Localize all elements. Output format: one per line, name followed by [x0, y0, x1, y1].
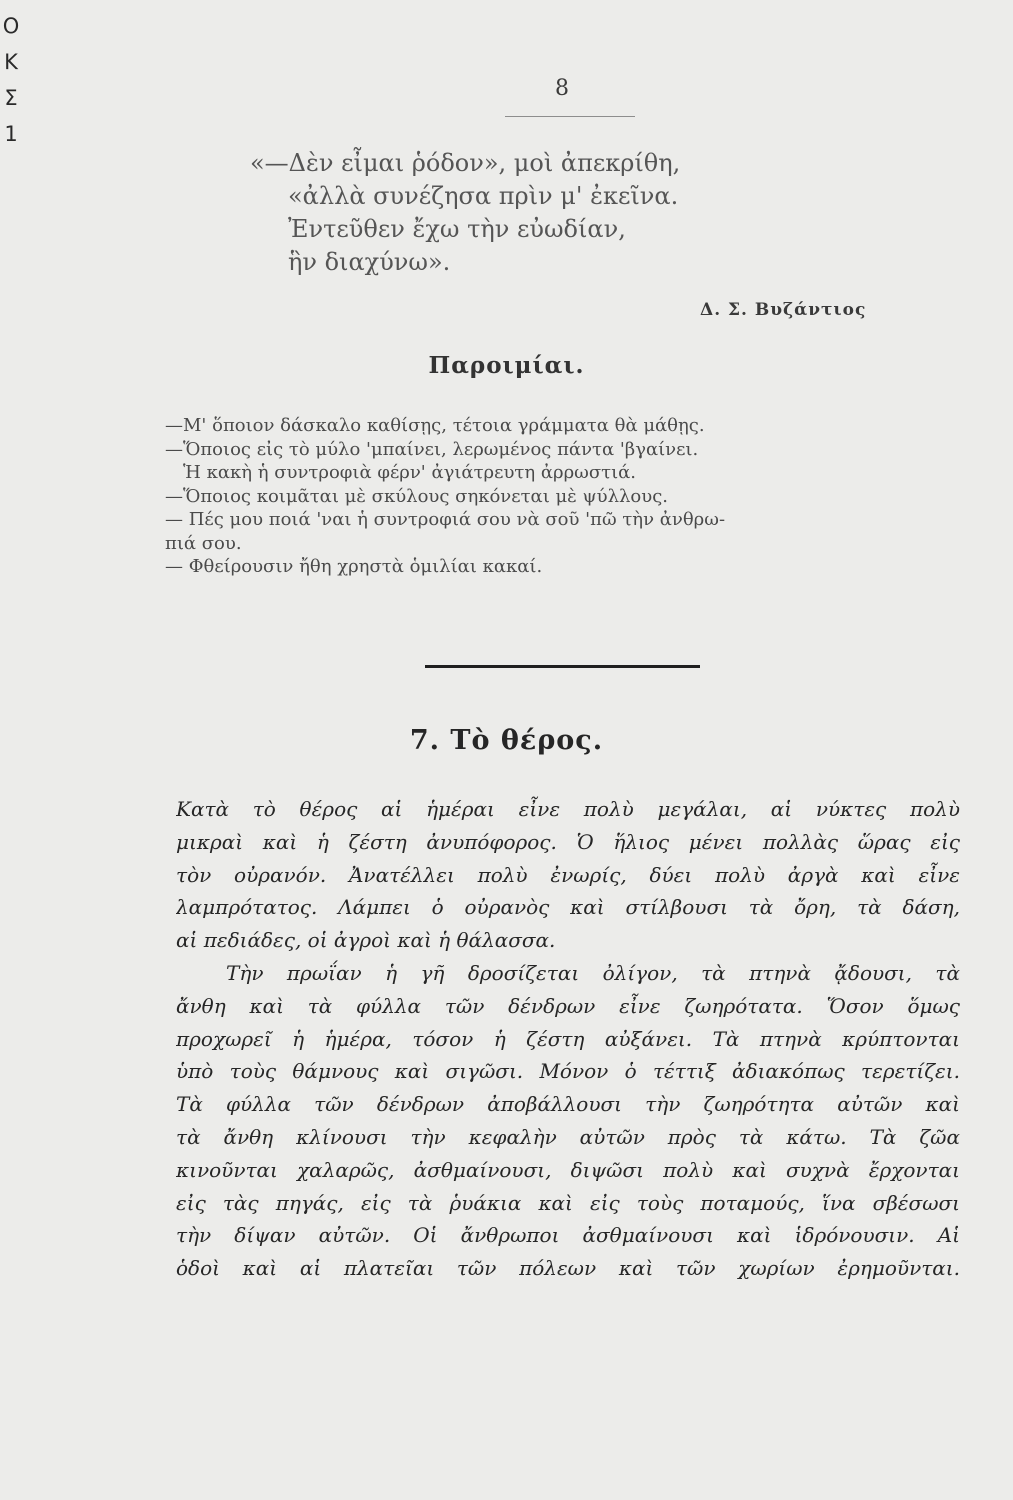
poem-line: «ἀλλὰ συνέζησα πρὶν μ' ἐκεῖνα.: [288, 182, 679, 210]
body-line: αἱ πεδιάδες, οἱ ἀγροὶ καὶ ἡ θάλασσα.: [176, 928, 556, 953]
body-line: τὸν οὐρανόν. Ἀνατέλλει πολὺ ἐνωρίς, δύει πολὺ ἀργὰ καὶ εἶνε: [176, 862, 960, 887]
section-body: [176, 793, 960, 1285]
margin-mark-char: Ο: [2, 14, 20, 38]
margin-mark-char: Κ: [4, 50, 18, 74]
section-heading: 7. Τὸ θέρος.: [409, 725, 604, 756]
proverb-line: —Ὅποιος κοιμᾶται μὲ σκύλους σηκόνεται μὲ ψύλλους.: [165, 485, 669, 507]
proverbs-list: [165, 414, 955, 579]
proverb-line: —Μ' ὅποιον δάσκαλο καθίσῃς, τέτοια γράμματα θὰ μάθῃς.: [165, 415, 705, 436]
page-number: 8: [555, 76, 569, 101]
margin-mark-char: Σ: [4, 86, 18, 110]
poem-line: Ἐντεῦθεν ἔχω τὴν εὐωδίαν,: [288, 215, 626, 243]
body-line: Τὴν πρωΐαν ἡ γῆ δροσίζεται ὀλίγον, τὰ πτηνὰ ᾄδουσι, τὰ: [226, 960, 960, 985]
proverb-line: —Ὅποιος εἰς τὸ μύλο 'μπαίνει, λερωμένος πάντα 'βγαίνει.: [165, 438, 699, 460]
body-line: Κατὰ τὸ θέρος αἱ ἡμέραι εἶνε πολὺ μεγάλαι, αἱ νύκτες πολὺ: [176, 797, 960, 821]
section-divider: [425, 665, 700, 668]
poem-line: ἣν διαχύνω».: [288, 248, 451, 276]
poem-author: Δ. Σ. Βυζάντιος: [700, 300, 867, 320]
poem-line: «—Δὲν εἶμαι ῥόδον», μοὶ ἀπεκρίθη,: [250, 149, 681, 177]
proverb-line: — Πές μου ποιά 'ναι ἡ συντροφιά σου νὰ σοῦ 'πῶ τὴν ἀνθρω-: [165, 509, 726, 530]
body-line: ὑπὸ τοὺς θάμνους καὶ σιγῶσι. Μόνον ὁ τέττιξ ἀδιακόπως τερετίζει.: [176, 1059, 960, 1084]
body-line: Τὰ φύλλα τῶν δένδρων ἀποβάλλουσι τὴν ζωηρότητα αὐτῶν καὶ: [176, 1092, 960, 1117]
margin-mark-char: 1: [4, 122, 18, 146]
body-line: προχωρεῖ ἡ ἡμέρα, τόσον ἡ ζέστη αὐξάνει. Τὰ πτηνὰ κρύπτονται: [176, 1026, 960, 1051]
margin-handwritten-mark: [0, 8, 22, 152]
body-line: εἰς τὰς πηγάς, εἰς τὰ ῥυάκια καὶ εἰς τοὺς ποταμούς, ἵνα σβέσωσι: [176, 1190, 960, 1215]
body-line: ἄνθη καὶ τὰ φύλλα τῶν δένδρων εἶνε ζωηρότατα. Ὅσον ὅμως: [176, 993, 960, 1018]
proverbs-heading: Παροιμίαι.: [428, 352, 585, 379]
body-line: κινοῦνται χαλαρῶς, ἀσθμαίνουσι, διψῶσι πολὺ καὶ συχνὰ ἔρχονται: [176, 1157, 960, 1182]
proverb-line: — Φθείρουσιν ἤθη χρηστὰ ὁμιλίαι κακαί.: [165, 556, 543, 577]
body-line: ὁδοὶ καὶ αἱ πλατεῖαι τῶν πόλεων καὶ τῶν χωρίων ἐρημοῦνται.: [176, 1256, 960, 1281]
body-line: τὰ ἄνθη κλίνουσι τὴν κεφαλὴν αὐτῶν πρὸς τὰ κάτω. Τὰ ζῶα: [176, 1124, 960, 1149]
proverb-line: Ἡ κακὴ ἡ συντροφιὰ φέρν' ἀγιάτρευτη ἀρρωστιά.: [183, 462, 637, 483]
proverb-line: πιά σου.: [165, 532, 242, 554]
header-rule: [505, 116, 635, 117]
body-line: τὴν δίψαν αὐτῶν. Οἱ ἄνθρωποι ἀσθμαίνουσι καὶ ἱδρόνουσιν. Αἱ: [176, 1223, 960, 1248]
poem-stanza: [250, 147, 680, 279]
body-line: λαμπρότατος. Λάμπει ὁ οὐρανὸς καὶ στίλβουσι τὰ ὄρη, τὰ δάση,: [176, 895, 960, 920]
body-line: μικραὶ καὶ ἡ ζέστη ἀνυπόφορος. Ὁ ἥλιος μένει πολλὰς ὥρας εἰς: [176, 829, 960, 854]
